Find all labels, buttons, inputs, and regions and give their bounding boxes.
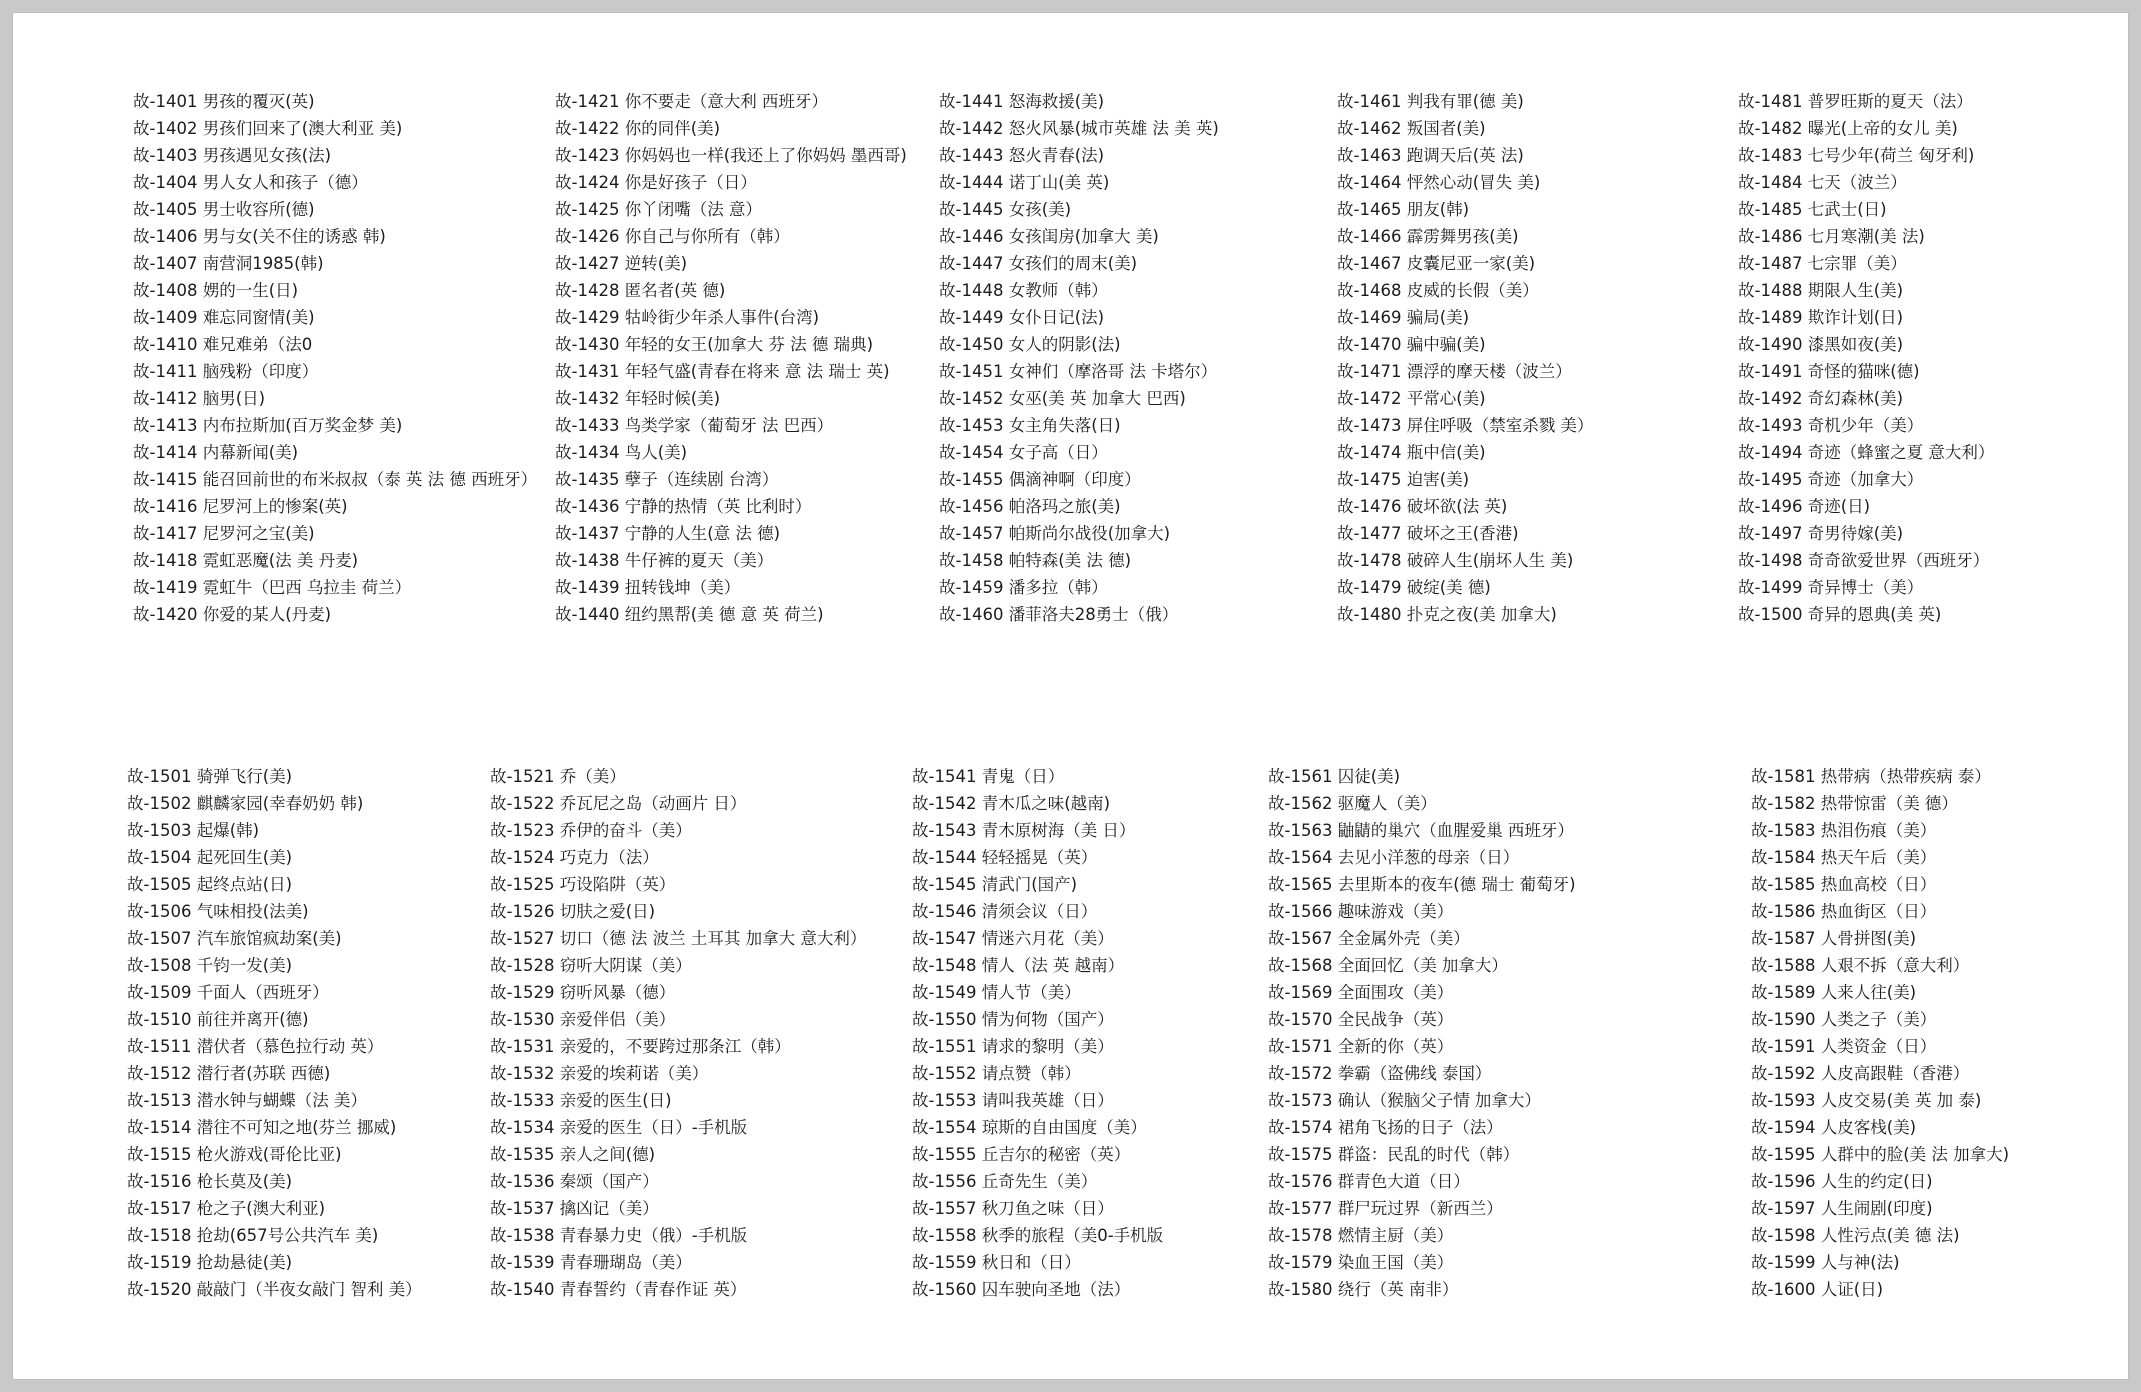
list-item: 故-1409 难忘同窗情(美) bbox=[133, 308, 315, 327]
list-item: 故-1587 人骨拼图(美) bbox=[1751, 929, 1917, 948]
list-item: 故-1538 青春暴力史（俄）-手机版 bbox=[490, 1226, 748, 1245]
list-item: 故-1526 切肤之爱(日) bbox=[490, 902, 656, 921]
list-item: 故-1470 骗中骗(美) bbox=[1337, 335, 1486, 354]
list-item: 故-1590 人类之子（美） bbox=[1751, 1010, 1937, 1029]
list-item: 故-1533 亲爱的医生(日) bbox=[490, 1091, 672, 1110]
list-item: 故-1451 女神们（摩洛哥 法 卡塔尔） bbox=[939, 362, 1218, 381]
list-item: 故-1523 乔伊的奋斗（美） bbox=[490, 821, 692, 840]
list-item: 故-1552 请点赞（韩） bbox=[912, 1064, 1081, 1083]
list-item: 故-1440 纽约黑帮(美 德 意 英 荷兰) bbox=[555, 605, 824, 624]
catalog-column bbox=[1738, 88, 1994, 628]
list-item: 故-1559 秋日和（日） bbox=[912, 1253, 1081, 1272]
catalog-column bbox=[1337, 88, 1593, 628]
list-item: 故-1449 女仆日记(法) bbox=[939, 308, 1105, 327]
list-item: 故-1516 枪长莫及(美) bbox=[127, 1172, 293, 1191]
list-item: 故-1483 七号少年(荷兰 匈牙利) bbox=[1738, 146, 1975, 165]
list-item: 故-1517 枪之子(澳大利亚) bbox=[127, 1199, 326, 1218]
list-item: 故-1472 平常心(美) bbox=[1337, 389, 1486, 408]
list-item: 故-1535 亲人之间(德) bbox=[490, 1145, 656, 1164]
list-item: 故-1527 切口（德 法 波兰 土耳其 加拿大 意大利） bbox=[490, 929, 867, 948]
list-item: 故-1438 牛仔裤的夏天（美） bbox=[555, 551, 774, 570]
list-item: 故-1455 偶滴神啊（印度） bbox=[939, 470, 1141, 489]
list-item: 故-1567 全金属外壳（美） bbox=[1268, 929, 1470, 948]
list-item: 故-1408 娚的一生(日) bbox=[133, 281, 299, 300]
list-item: 故-1520 敲敲门（半夜女敲门 智利 美） bbox=[127, 1280, 422, 1299]
list-item: 故-1428 匿名者(英 德) bbox=[555, 281, 726, 300]
list-item: 故-1539 青春珊瑚岛（美） bbox=[490, 1253, 692, 1272]
list-item: 故-1490 漆黑如夜(美) bbox=[1738, 335, 1904, 354]
list-item: 故-1510 前往并离开(德) bbox=[127, 1010, 309, 1029]
list-item: 故-1468 皮威的长假（美） bbox=[1337, 281, 1539, 300]
list-item: 故-1563 鼬鼱的巢穴（血腥爱巢 西班牙） bbox=[1268, 821, 1574, 840]
catalog-column bbox=[555, 88, 907, 628]
list-item: 故-1536 秦颂（国产） bbox=[490, 1172, 659, 1191]
list-item: 故-1531 亲爱的，不要跨过那条江（韩） bbox=[490, 1037, 791, 1056]
list-item: 故-1530 亲爱伴侣（美） bbox=[490, 1010, 676, 1029]
list-item: 故-1402 男孩们回来了(澳大利亚 美) bbox=[133, 119, 403, 138]
catalog-block-1401-1500 bbox=[13, 88, 2128, 628]
list-item: 故-1467 皮囊尼亚一家(美) bbox=[1337, 254, 1536, 273]
list-item: 故-1532 亲爱的埃莉诺（美） bbox=[490, 1064, 709, 1083]
list-item: 故-1473 屏住呼吸（禁室杀戮 美） bbox=[1337, 416, 1594, 435]
list-item: 故-1422 你的同伴(美) bbox=[555, 119, 721, 138]
list-item: 故-1518 抢劫(657号公共汽车 美) bbox=[127, 1226, 379, 1245]
list-item: 故-1493 奇机少年（美） bbox=[1738, 416, 1924, 435]
list-item: 故-1596 人生的约定(日) bbox=[1751, 1172, 1933, 1191]
list-item: 故-1459 潘多拉（韩） bbox=[939, 578, 1108, 597]
list-item: 故-1492 奇幻森林(美) bbox=[1738, 389, 1904, 408]
list-item: 故-1541 青鬼（日） bbox=[912, 767, 1065, 786]
list-item: 故-1542 青木瓜之味(越南) bbox=[912, 794, 1111, 813]
list-item: 故-1496 奇迹(日) bbox=[1738, 497, 1871, 516]
list-item: 故-1458 帕特森(美 法 德) bbox=[939, 551, 1132, 570]
list-item: 故-1588 人艰不拆（意大利） bbox=[1751, 956, 1970, 975]
list-item: 故-1568 全面回忆（美 加拿大） bbox=[1268, 956, 1508, 975]
list-item: 故-1441 怒海救援(美) bbox=[939, 92, 1105, 111]
list-item: 故-1592 人皮高跟鞋（香港） bbox=[1751, 1064, 1970, 1083]
list-item: 故-1600 人证(日) bbox=[1751, 1280, 1884, 1299]
list-item: 故-1498 奇奇欲爱世界（西班牙） bbox=[1738, 551, 1990, 570]
list-item: 故-1574 裙角飞扬的日子（法） bbox=[1268, 1118, 1503, 1137]
list-item: 故-1495 奇迹（加拿大） bbox=[1738, 470, 1924, 489]
list-item: 故-1401 男孩的覆灭(英) bbox=[133, 92, 315, 111]
list-item: 故-1414 内幕新闻(美) bbox=[133, 443, 299, 462]
list-item: 故-1554 琼斯的自由国度（美） bbox=[912, 1118, 1147, 1137]
list-item: 故-1494 奇迹（蜂蜜之夏 意大利） bbox=[1738, 443, 1995, 462]
list-item: 故-1512 潜行者(苏联 西德) bbox=[127, 1064, 331, 1083]
list-item: 故-1487 七宗罪（美） bbox=[1738, 254, 1907, 273]
list-item: 故-1439 扭转钱坤（美） bbox=[555, 578, 741, 597]
list-item: 故-1463 跑调天后(英 法) bbox=[1337, 146, 1524, 165]
list-item: 故-1427 逆转(美) bbox=[555, 254, 688, 273]
list-item: 故-1410 难兄难弟（法0 bbox=[133, 335, 313, 354]
list-item: 故-1572 拳霸（盗佛线 泰国） bbox=[1268, 1064, 1492, 1083]
list-item: 故-1478 破碎人生(崩坏人生 美) bbox=[1337, 551, 1574, 570]
list-item: 故-1534 亲爱的医生（日）-手机版 bbox=[490, 1118, 748, 1137]
list-item: 故-1506 气味相投(法美) bbox=[127, 902, 309, 921]
list-item: 故-1415 能召回前世的布米叔叔（泰 英 法 德 西班牙） bbox=[133, 470, 538, 489]
list-item: 故-1557 秋刀鱼之味（日） bbox=[912, 1199, 1114, 1218]
list-item: 故-1521 乔（美） bbox=[490, 767, 626, 786]
list-item: 故-1435 孽子（连续剧 台湾） bbox=[555, 470, 779, 489]
list-item: 故-1571 全新的你（英） bbox=[1268, 1037, 1454, 1056]
list-item: 故-1525 巧设陷阱（英） bbox=[490, 875, 676, 894]
list-item: 故-1544 轻轻摇晃（英） bbox=[912, 848, 1098, 867]
list-item: 故-1431 年轻气盛(青春在将来 意 法 瑞士 英) bbox=[555, 362, 890, 381]
list-item: 故-1460 潘菲洛夫28勇士（俄） bbox=[939, 605, 1179, 624]
list-item: 故-1594 人皮客栈(美) bbox=[1751, 1118, 1917, 1137]
list-item: 故-1553 请叫我英雄（日） bbox=[912, 1091, 1114, 1110]
list-item: 故-1558 秋季的旅程（美0-手机版 bbox=[912, 1226, 1164, 1245]
list-item: 故-1434 鸟人(美) bbox=[555, 443, 688, 462]
list-item: 故-1436 宁静的热情（英 比利时） bbox=[555, 497, 812, 516]
list-item: 故-1507 汽车旅馆疯劫案(美) bbox=[127, 929, 342, 948]
list-item: 故-1484 七天（波兰） bbox=[1738, 173, 1907, 192]
list-item: 故-1595 人群中的脸(美 法 加拿大) bbox=[1751, 1145, 2010, 1164]
list-item: 故-1501 骑弹飞行(美) bbox=[127, 767, 293, 786]
list-item: 故-1486 七月寒潮(美 法) bbox=[1738, 227, 1925, 246]
list-item: 故-1555 丘吉尔的秘密（英） bbox=[912, 1145, 1131, 1164]
list-item: 故-1491 奇怪的猫咪(德) bbox=[1738, 362, 1920, 381]
list-item: 故-1418 霓虹恶魔(法 美 丹麦) bbox=[133, 551, 359, 570]
list-item: 故-1499 奇异博士（美） bbox=[1738, 578, 1924, 597]
list-item: 故-1452 女巫(美 英 加拿大 巴西) bbox=[939, 389, 1186, 408]
list-item: 故-1421 你不要走（意大利 西班牙） bbox=[555, 92, 828, 111]
catalog-column bbox=[127, 763, 422, 1303]
list-item: 故-1406 男与女(关不住的诱惑 韩) bbox=[133, 227, 386, 246]
list-item: 故-1447 女孩们的周末(美) bbox=[939, 254, 1138, 273]
list-item: 故-1425 你丫闭嘴（法 意） bbox=[555, 200, 762, 219]
list-item: 故-1564 去见小洋葱的母亲（日） bbox=[1268, 848, 1520, 867]
list-item: 故-1432 年轻时候(美) bbox=[555, 389, 721, 408]
list-item: 故-1565 去里斯本的夜车(德 瑞士 葡萄牙) bbox=[1268, 875, 1576, 894]
list-item: 故-1546 清须会议（日） bbox=[912, 902, 1098, 921]
list-item: 故-1575 群盗：民乱的时代（韩） bbox=[1268, 1145, 1520, 1164]
list-item: 故-1511 潜伏者（慕色拉行动 英） bbox=[127, 1037, 384, 1056]
list-item: 故-1461 判我有罪(德 美) bbox=[1337, 92, 1524, 111]
list-item: 故-1597 人生闹剧(印度) bbox=[1751, 1199, 1933, 1218]
list-item: 故-1560 囚车驶向圣地（法） bbox=[912, 1280, 1131, 1299]
list-item: 故-1562 驱魔人（美） bbox=[1268, 794, 1437, 813]
list-item: 故-1474 瓶中信(美) bbox=[1337, 443, 1486, 462]
list-item: 故-1442 怒火风暴(城市英雄 法 美 英) bbox=[939, 119, 1219, 138]
list-item: 故-1582 热带惊雷（美 德） bbox=[1751, 794, 1958, 813]
list-item: 故-1462 叛国者(美) bbox=[1337, 119, 1486, 138]
list-item: 故-1591 人类资金（日） bbox=[1751, 1037, 1937, 1056]
list-item: 故-1515 枪火游戏(哥伦比亚) bbox=[127, 1145, 342, 1164]
list-item: 故-1469 骗局(美) bbox=[1337, 308, 1470, 327]
list-item: 故-1448 女教师（韩） bbox=[939, 281, 1108, 300]
list-item: 故-1424 你是好孩子（日） bbox=[555, 173, 757, 192]
list-item: 故-1489 欺诈计划(日) bbox=[1738, 308, 1904, 327]
list-item: 故-1586 热血街区（日） bbox=[1751, 902, 1937, 921]
list-item: 故-1522 乔瓦尼之岛（动画片 日） bbox=[490, 794, 747, 813]
list-item: 故-1537 擒凶记（美） bbox=[490, 1199, 659, 1218]
list-item: 故-1569 全面围攻（美） bbox=[1268, 983, 1454, 1002]
list-item: 故-1589 人来人往(美) bbox=[1751, 983, 1917, 1002]
catalog-column bbox=[1268, 763, 1576, 1303]
list-item: 故-1430 年轻的女王(加拿大 芬 法 德 瑞典) bbox=[555, 335, 874, 354]
list-item: 故-1405 男士收容所(德) bbox=[133, 200, 315, 219]
list-item: 故-1444 诺丁山(美 英) bbox=[939, 173, 1110, 192]
list-item: 故-1437 宁静的人生(意 法 德) bbox=[555, 524, 781, 543]
list-item: 故-1579 染血王国（美） bbox=[1268, 1253, 1454, 1272]
list-item: 故-1573 确认（猴脑父子情 加拿大） bbox=[1268, 1091, 1541, 1110]
list-item: 故-1477 破坏之王(香港) bbox=[1337, 524, 1519, 543]
list-item: 故-1426 你自己与你所有（韩） bbox=[555, 227, 790, 246]
list-item: 故-1503 起爆(韩) bbox=[127, 821, 260, 840]
list-item: 故-1513 潜水钟与蝴蝶（法 美） bbox=[127, 1091, 367, 1110]
list-item: 故-1454 女子高（日） bbox=[939, 443, 1108, 462]
catalog-block-1501-1600 bbox=[13, 763, 2128, 1303]
list-item: 故-1529 窃听风暴（德） bbox=[490, 983, 676, 1002]
list-item: 故-1497 奇男待嫁(美) bbox=[1738, 524, 1904, 543]
list-item: 故-1585 热血高校（日） bbox=[1751, 875, 1937, 894]
list-item: 故-1528 窃听大阴谋（美） bbox=[490, 956, 692, 975]
list-item: 故-1505 起终点站(日) bbox=[127, 875, 293, 894]
list-item: 故-1550 情为何物（国产） bbox=[912, 1010, 1114, 1029]
list-item: 故-1404 男人女人和孩子（德） bbox=[133, 173, 368, 192]
list-item: 故-1504 起死回生(美) bbox=[127, 848, 293, 867]
list-item: 故-1514 潜往不可知之地(芬兰 挪威) bbox=[127, 1118, 397, 1137]
catalog-column bbox=[133, 88, 537, 628]
list-item: 故-1556 丘奇先生（美） bbox=[912, 1172, 1098, 1191]
list-item: 故-1453 女主角失落(日) bbox=[939, 416, 1121, 435]
list-item: 故-1482 曝光(上帝的女儿 美) bbox=[1738, 119, 1958, 138]
list-item: 故-1549 情人节（美） bbox=[912, 983, 1081, 1002]
catalog-column bbox=[1751, 763, 2009, 1303]
list-item: 故-1584 热天午后（美） bbox=[1751, 848, 1937, 867]
list-item: 故-1417 尼罗河之宝(美) bbox=[133, 524, 315, 543]
list-item: 故-1423 你妈妈也一样(我还上了你妈妈 墨西哥) bbox=[555, 146, 907, 165]
list-item: 故-1543 青木原树海（美 日） bbox=[912, 821, 1136, 840]
list-item: 故-1419 霓虹牛（巴西 乌拉圭 荷兰） bbox=[133, 578, 412, 597]
list-item: 故-1403 男孩遇见女孩(法) bbox=[133, 146, 332, 165]
list-item: 故-1593 人皮交易(美 英 加 泰) bbox=[1751, 1091, 1982, 1110]
list-item: 故-1551 请求的黎明（美） bbox=[912, 1037, 1114, 1056]
list-item: 故-1508 千钧一发(美) bbox=[127, 956, 293, 975]
list-item: 故-1570 全民战争（英） bbox=[1268, 1010, 1454, 1029]
list-item: 故-1411 脑残粉（印度） bbox=[133, 362, 319, 381]
list-item: 故-1485 七武士(日) bbox=[1738, 200, 1887, 219]
list-item: 故-1475 迫害(美) bbox=[1337, 470, 1470, 489]
list-item: 故-1407 南营洞1985(韩) bbox=[133, 254, 324, 273]
list-item: 故-1577 群尸玩过界（新西兰） bbox=[1268, 1199, 1503, 1218]
list-item: 故-1598 人性污点(美 德 法) bbox=[1751, 1226, 1960, 1245]
list-item: 故-1465 朋友(韩) bbox=[1337, 200, 1470, 219]
list-item: 故-1578 燃情主厨（美） bbox=[1268, 1226, 1454, 1245]
list-item: 故-1429 牯岭街少年杀人事件(台湾) bbox=[555, 308, 820, 327]
catalog-page bbox=[13, 13, 2128, 1379]
list-item: 故-1488 期限人生(美) bbox=[1738, 281, 1904, 300]
catalog-column bbox=[939, 88, 1219, 628]
list-item: 故-1580 绕行（英 南非） bbox=[1268, 1280, 1459, 1299]
list-item: 故-1509 千面人（西班牙） bbox=[127, 983, 329, 1002]
list-item: 故-1443 怒火青春(法) bbox=[939, 146, 1105, 165]
catalog-column bbox=[912, 763, 1163, 1303]
list-item: 故-1500 奇异的恩典(美 英) bbox=[1738, 605, 1942, 624]
list-item: 故-1412 脑男(日) bbox=[133, 389, 266, 408]
catalog-column bbox=[490, 763, 866, 1303]
list-item: 故-1502 麒麟家园(幸春奶奶 韩) bbox=[127, 794, 364, 813]
list-item: 故-1519 抢劫悬徒(美) bbox=[127, 1253, 293, 1272]
list-item: 故-1416 尼罗河上的惨案(英) bbox=[133, 497, 348, 516]
list-item: 故-1481 普罗旺斯的夏天（法） bbox=[1738, 92, 1973, 111]
list-item: 故-1581 热带病（热带疾病 泰） bbox=[1751, 767, 1991, 786]
list-item: 故-1420 你爱的某人(丹麦) bbox=[133, 605, 332, 624]
list-item: 故-1471 漂浮的摩天楼（波兰） bbox=[1337, 362, 1572, 381]
list-item: 故-1583 热泪伤痕（美） bbox=[1751, 821, 1937, 840]
list-item: 故-1433 鸟类学家（葡萄牙 法 巴西） bbox=[555, 416, 834, 435]
list-item: 故-1540 青春誓约（青春作证 英） bbox=[490, 1280, 747, 1299]
list-item: 故-1479 破绽(美 德) bbox=[1337, 578, 1491, 597]
list-item: 故-1476 破坏欲(法 英) bbox=[1337, 497, 1508, 516]
list-item: 故-1450 女人的阴影(法) bbox=[939, 335, 1121, 354]
list-item: 故-1566 趣味游戏（美） bbox=[1268, 902, 1454, 921]
list-item: 故-1457 帕斯尚尔战役(加拿大) bbox=[939, 524, 1171, 543]
list-item: 故-1599 人与神(法) bbox=[1751, 1253, 1900, 1272]
list-item: 故-1445 女孩(美) bbox=[939, 200, 1072, 219]
list-item: 故-1545 清武门(国产) bbox=[912, 875, 1078, 894]
list-item: 故-1413 内布拉斯加(百万奖金梦 美) bbox=[133, 416, 403, 435]
list-item: 故-1548 情人（法 英 越南） bbox=[912, 956, 1125, 975]
list-item: 故-1524 巧克力（法） bbox=[490, 848, 659, 867]
list-item: 故-1446 女孩闺房(加拿大 美) bbox=[939, 227, 1159, 246]
list-item: 故-1464 怦然心动(冒失 美) bbox=[1337, 173, 1541, 192]
list-item: 故-1547 情迷六月花（美） bbox=[912, 929, 1114, 948]
list-item: 故-1466 霹雳舞男孩(美) bbox=[1337, 227, 1519, 246]
list-item: 故-1576 群青色大道（日） bbox=[1268, 1172, 1470, 1191]
list-item: 故-1456 帕洛玛之旅(美) bbox=[939, 497, 1121, 516]
list-item: 故-1480 扑克之夜(美 加拿大) bbox=[1337, 605, 1557, 624]
list-item: 故-1561 囚徒(美) bbox=[1268, 767, 1401, 786]
